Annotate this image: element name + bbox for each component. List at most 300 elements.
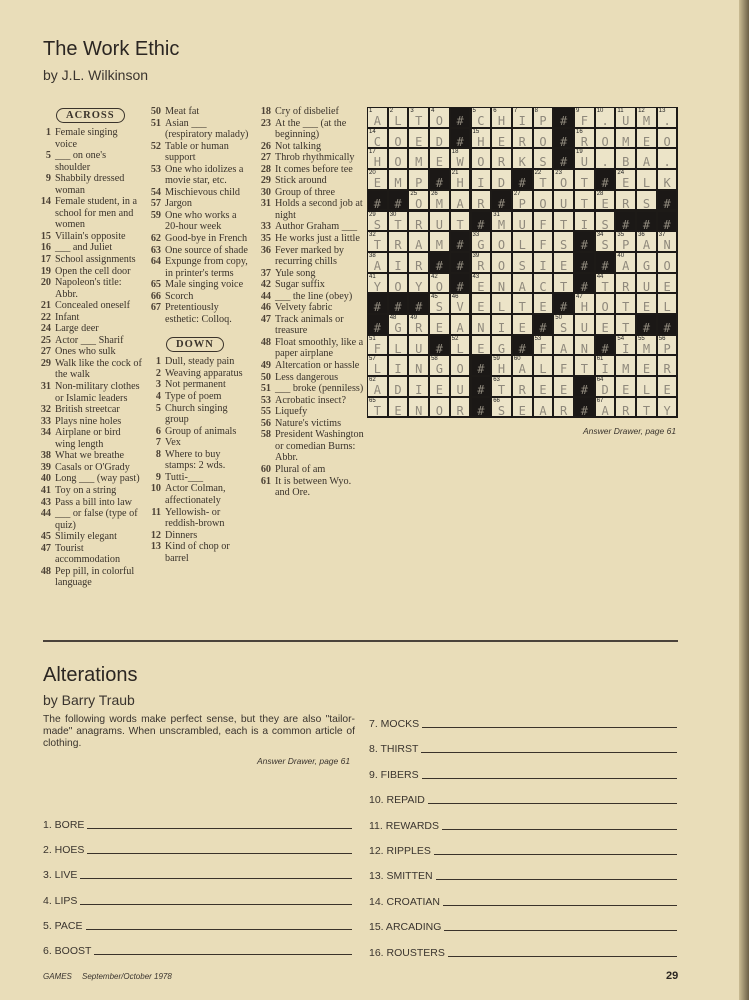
across-clue bbox=[144, 291, 252, 303]
cell-number: 53 bbox=[534, 335, 542, 342]
grid-row-letters: YOYO#ENACT#TRUE bbox=[373, 279, 685, 294]
down-clue bbox=[144, 507, 252, 530]
answer-line[interactable] bbox=[80, 878, 352, 879]
cell-number: 12 bbox=[638, 108, 645, 114]
cell-number: 24 bbox=[617, 170, 625, 177]
cell-number: 16 bbox=[576, 128, 583, 135]
cell-number: 66 bbox=[493, 397, 500, 404]
clue-number: 3 bbox=[155, 379, 161, 391]
clue-text: Toy on a string bbox=[55, 484, 117, 496]
clue-number: 12 bbox=[150, 529, 161, 541]
clue-text: Dull, steady pain bbox=[165, 356, 235, 368]
answer-line[interactable] bbox=[422, 727, 677, 728]
cell-number: 6 bbox=[493, 108, 497, 114]
clue-text: Actor Colman, affectionately bbox=[165, 483, 226, 506]
answer-line[interactable] bbox=[448, 956, 677, 957]
cell-number: 35 bbox=[617, 232, 625, 239]
down-clue bbox=[144, 472, 252, 484]
down-clue bbox=[254, 429, 364, 464]
down-clue bbox=[254, 233, 364, 245]
clue-text: Church singing group bbox=[165, 402, 228, 426]
down-clue bbox=[254, 337, 364, 360]
clue-number: 17 bbox=[40, 254, 51, 266]
down-clue bbox=[254, 164, 364, 176]
clue-text: Concealed oneself bbox=[55, 300, 130, 312]
clue-number: 42 bbox=[260, 279, 271, 291]
cell-number: 50 bbox=[555, 315, 562, 321]
cell-number: 31 bbox=[493, 211, 500, 218]
clue-number: 59 bbox=[150, 209, 161, 221]
clue-number: 48 bbox=[260, 336, 271, 348]
grid-row-letters: ###SVELTE#HOTEL bbox=[373, 300, 685, 315]
clue-number: 10 bbox=[150, 483, 161, 495]
down-clue bbox=[144, 530, 252, 542]
anagram-word: 13. SMITTEN bbox=[369, 870, 433, 883]
clue-number: 45 bbox=[40, 531, 51, 543]
clue-number: 13 bbox=[150, 541, 161, 553]
clue-text: Walk like the cock of the walk bbox=[55, 357, 142, 381]
clue-text: Author Graham ___ bbox=[275, 221, 358, 233]
clue-text: Throb rhythmically bbox=[275, 152, 355, 164]
clue-number: 5 bbox=[155, 402, 161, 414]
clue-text: ___ broke (penniless) bbox=[275, 383, 364, 395]
cell-number: 64 bbox=[596, 377, 604, 384]
across-clue bbox=[34, 127, 142, 150]
cell-number: 34 bbox=[596, 232, 604, 239]
cell-number: 42 bbox=[431, 273, 438, 280]
clue-number: 19 bbox=[40, 265, 51, 277]
clue-text: Long ___ (way past) bbox=[55, 473, 140, 485]
down-clue bbox=[254, 187, 364, 199]
clue-text: ___ the line (obey) bbox=[275, 290, 353, 302]
across-clue bbox=[34, 416, 142, 428]
cell-number: 58 bbox=[431, 356, 438, 363]
cell-number: 61 bbox=[596, 356, 604, 363]
answer-line[interactable] bbox=[444, 930, 677, 931]
down-clue bbox=[254, 314, 364, 337]
anagram-word: 7. MOCKS bbox=[369, 718, 420, 730]
clue-text: Liquefy bbox=[275, 406, 308, 418]
clue-number: 66 bbox=[150, 290, 161, 302]
clue-text: Cry of disbelief bbox=[275, 106, 339, 117]
answer-line[interactable] bbox=[422, 778, 677, 779]
cell-number: 55 bbox=[638, 335, 645, 342]
grid-row-letters: STRUT#MUFTIS### bbox=[373, 217, 685, 232]
clue-text: It is between Wyo. and Ore. bbox=[275, 475, 352, 499]
clue-column-2 bbox=[144, 106, 252, 564]
clue-number: 31 bbox=[40, 381, 51, 393]
clue-text: Infant bbox=[55, 311, 80, 323]
clue-number: 63 bbox=[150, 244, 161, 256]
clue-number: 49 bbox=[260, 360, 271, 372]
cell-number: 27 bbox=[513, 190, 521, 197]
answer-reference: Answer Drawer, page 61 bbox=[583, 426, 677, 436]
down-clue bbox=[254, 175, 364, 187]
clue-text: ___ on one's shoulder bbox=[55, 150, 107, 173]
answer-line[interactable] bbox=[87, 853, 352, 854]
down-clue bbox=[254, 141, 364, 153]
anagram-word: 12. RIPPLES bbox=[369, 845, 431, 857]
cell-number: 65 bbox=[369, 397, 376, 404]
clue-text: Fever marked by recurring chills bbox=[275, 244, 345, 268]
cell-number: 40 bbox=[617, 252, 625, 259]
cell-number: 59 bbox=[493, 356, 500, 363]
cell-number: 47 bbox=[576, 294, 583, 301]
anagram-word: 11. REWARDS bbox=[369, 819, 440, 832]
cell-number: 25 bbox=[410, 190, 418, 197]
clue-text: Expunge from copy, in printer's terms bbox=[165, 256, 248, 279]
clue-text: Less dangerous bbox=[275, 371, 339, 383]
across-clue bbox=[144, 198, 252, 210]
answer-line[interactable] bbox=[434, 854, 677, 855]
clue-text: Table or human support bbox=[165, 140, 229, 164]
down-clue bbox=[254, 360, 364, 372]
clue-text: Nature's victims bbox=[275, 417, 342, 429]
cell-number: 5 bbox=[472, 108, 476, 114]
answer-line[interactable] bbox=[436, 879, 677, 880]
across-clue bbox=[34, 485, 142, 497]
clue-text: Jargon bbox=[165, 198, 192, 210]
puzzle2-intro: The following words make perfect sense, but they are also "tailor-made" anagrams. When unscrambled, each is a common article of clothing. bbox=[43, 714, 355, 749]
clue-number: 65 bbox=[150, 279, 161, 291]
down-clue bbox=[254, 106, 364, 118]
answer-line[interactable] bbox=[421, 752, 677, 753]
across-clue bbox=[144, 210, 252, 233]
anagram-word: 2. HOES bbox=[43, 844, 85, 857]
cell-number: 30 bbox=[389, 211, 397, 218]
clue-text: ___ and Juliet bbox=[55, 242, 113, 254]
down-clue bbox=[144, 541, 252, 564]
clue-text: Mischievous child bbox=[165, 186, 240, 198]
anagram-item bbox=[369, 741, 677, 755]
clue-number: 47 bbox=[260, 313, 271, 325]
cell-number: 20 bbox=[369, 170, 376, 177]
grid-row-letters: COED#HERO#ROMEO bbox=[373, 134, 685, 149]
puzzle2-title: Alterations bbox=[43, 664, 138, 686]
across-clue bbox=[34, 566, 142, 589]
across-clue bbox=[34, 150, 142, 173]
cell-number: 13 bbox=[658, 108, 666, 114]
down-clue bbox=[254, 406, 364, 418]
clue-number: 56 bbox=[260, 417, 271, 429]
cell-number: 1 bbox=[369, 108, 373, 114]
clue-number: 1 bbox=[45, 127, 51, 138]
clue-text: Not permanent bbox=[165, 379, 226, 391]
cell-number: 23 bbox=[555, 170, 562, 177]
down-clue bbox=[254, 395, 364, 407]
anagram-item bbox=[43, 893, 352, 907]
clue-text: Holds a second job at night bbox=[275, 198, 363, 221]
across-clue bbox=[144, 233, 252, 245]
cell-number: 28 bbox=[596, 190, 604, 197]
clue-text: Where to buy stamps: 2 wds. bbox=[165, 448, 226, 472]
down-clue bbox=[144, 437, 252, 449]
answer-line[interactable] bbox=[80, 904, 352, 905]
cell-number: 9 bbox=[576, 108, 580, 114]
across-clue bbox=[34, 196, 142, 231]
puzzle-title: The Work Ethic bbox=[43, 38, 180, 60]
clue-column-3 bbox=[254, 106, 364, 499]
clue-number: 34 bbox=[40, 427, 51, 439]
clue-text: Group of animals bbox=[165, 425, 237, 437]
down-clue bbox=[254, 221, 364, 233]
footer-magazine: GAMES bbox=[43, 972, 72, 981]
anagram-word: 6. BOOST bbox=[43, 945, 92, 957]
cell-number: 57 bbox=[369, 356, 376, 363]
clue-number: 50 bbox=[150, 106, 161, 117]
clue-text: One source of shade bbox=[165, 244, 248, 256]
anagram-item bbox=[369, 945, 677, 959]
clue-text: Group of three bbox=[275, 186, 335, 198]
cell-number: 14 bbox=[369, 128, 376, 135]
cell-number: 60 bbox=[513, 356, 521, 363]
down-clue bbox=[254, 418, 364, 430]
cell-number: 29 bbox=[369, 211, 376, 218]
cell-number: 36 bbox=[638, 232, 645, 239]
across-clue bbox=[144, 245, 252, 257]
across-clue bbox=[144, 279, 252, 291]
clue-text: Asian ___ (respiratory malady) bbox=[165, 117, 249, 141]
cell-number: 54 bbox=[617, 335, 625, 342]
grid-row-letters: ALTO#CHIP#F.UM. bbox=[373, 114, 685, 128]
clue-number: 9 bbox=[45, 173, 51, 185]
clue-number: 30 bbox=[260, 186, 271, 198]
footer-issue: September/October 1978 bbox=[82, 972, 172, 981]
across-clue bbox=[144, 141, 252, 164]
anagram-item bbox=[369, 818, 677, 832]
cell-number: 21 bbox=[451, 170, 459, 177]
cell-number: 17 bbox=[369, 149, 376, 156]
cell-number: 41 bbox=[369, 273, 376, 280]
puzzle-byline: by J.L. Wilkinson bbox=[43, 67, 149, 83]
answer-line[interactable] bbox=[442, 829, 677, 830]
across-clue bbox=[34, 508, 142, 531]
across-clue bbox=[34, 473, 142, 485]
across-clue bbox=[34, 543, 142, 566]
clue-number: 1 bbox=[155, 356, 161, 368]
clue-text: He works just a little bbox=[275, 233, 360, 245]
grid-row-letters: HOMEWORKS#U.BA. bbox=[373, 155, 685, 170]
clue-text: British streetcar bbox=[55, 404, 120, 416]
clue-text: Altercation or hassle bbox=[275, 360, 360, 372]
cell-number: 45 bbox=[431, 294, 438, 301]
clue-text: It comes before tee bbox=[275, 163, 353, 175]
answer-line[interactable] bbox=[86, 929, 353, 930]
anagram-word: 4. LIPS bbox=[43, 894, 78, 907]
cell-number: 33 bbox=[472, 232, 480, 239]
cell-number: 4 bbox=[431, 108, 435, 114]
clue-text: Weaving apparatus bbox=[165, 367, 243, 379]
clue-number: 37 bbox=[260, 267, 271, 279]
answer-line[interactable] bbox=[443, 905, 677, 906]
clue-text: Stick around bbox=[275, 175, 327, 187]
cell-number: 15 bbox=[472, 128, 480, 135]
across-clue bbox=[34, 531, 142, 543]
clue-number: 9 bbox=[155, 471, 161, 483]
clue-number: 22 bbox=[40, 311, 51, 323]
cell-number: 7 bbox=[513, 108, 518, 114]
cell-number: 43 bbox=[472, 273, 480, 280]
clue-text: Airplane or bird wing length bbox=[55, 427, 121, 450]
cell-number: 63 bbox=[493, 377, 500, 384]
grid-row-letters: ##OMAR#POUTERS# bbox=[373, 196, 685, 211]
clue-number: 40 bbox=[40, 473, 51, 485]
across-clue bbox=[144, 106, 252, 118]
clue-text: Slimily elegant bbox=[55, 531, 117, 543]
clue-number: 33 bbox=[40, 415, 51, 427]
grid-row-letters: ADIEU#TREE#DELE bbox=[373, 383, 685, 398]
across-clue bbox=[34, 242, 142, 254]
anagram-item bbox=[369, 919, 677, 933]
clue-number: 8 bbox=[155, 448, 161, 460]
clue-text: Casals or O'Grady bbox=[55, 461, 130, 473]
clue-text: School assignments bbox=[55, 254, 136, 266]
clue-text: Yule song bbox=[275, 267, 316, 279]
clue-text: Plural of am bbox=[275, 463, 326, 475]
answer-line[interactable] bbox=[87, 828, 352, 829]
clue-number: 25 bbox=[40, 334, 51, 346]
answer-line[interactable] bbox=[94, 954, 352, 955]
down-clue bbox=[254, 464, 364, 476]
clue-number: 16 bbox=[40, 242, 51, 254]
across-clue bbox=[144, 187, 252, 199]
anagram-item bbox=[369, 767, 677, 781]
clue-number: 47 bbox=[40, 542, 51, 554]
cell-number: 51 bbox=[369, 335, 376, 342]
down-clue bbox=[144, 391, 252, 403]
across-clue bbox=[34, 277, 142, 300]
anagram-item bbox=[369, 716, 677, 730]
clue-number: 38 bbox=[40, 450, 51, 462]
clue-number: 44 bbox=[260, 290, 271, 302]
cell-number: 46 bbox=[451, 294, 459, 301]
clue-number: 52 bbox=[150, 140, 161, 152]
clue-number: 41 bbox=[40, 484, 51, 496]
anagram-item bbox=[43, 817, 352, 831]
cell-number: 48 bbox=[389, 315, 397, 321]
cell-number: 32 bbox=[369, 232, 376, 239]
across-clue bbox=[34, 427, 142, 450]
clue-text: Kind of chop or barrel bbox=[165, 541, 230, 564]
across-clue bbox=[34, 231, 142, 243]
clue-number: 23 bbox=[260, 117, 271, 129]
grid-row-letters: #GREANIE#SUET## bbox=[373, 321, 685, 335]
clue-text: Tutti-___ bbox=[165, 471, 204, 483]
clue-text: Pretentiously esthetic: Colloq. bbox=[165, 302, 232, 325]
cell-number: 3 bbox=[410, 108, 414, 114]
across-clue bbox=[144, 118, 252, 141]
clue-text: Tourist accommodation bbox=[55, 542, 121, 566]
answer-line[interactable] bbox=[428, 803, 677, 804]
cell-number: 10 bbox=[596, 108, 604, 114]
clue-number: 15 bbox=[40, 230, 51, 242]
cell-number: 37 bbox=[658, 232, 666, 239]
clue-text: Actor ___ Sharif bbox=[55, 334, 124, 346]
cell-number: 2 bbox=[389, 108, 394, 114]
across-clue bbox=[34, 173, 142, 196]
clue-text: ___ or false (type of quiz) bbox=[55, 508, 138, 531]
down-header: DOWN bbox=[166, 337, 224, 352]
down-clue bbox=[254, 476, 364, 499]
anagram-word: 15. ARCADING bbox=[369, 921, 442, 934]
anagram-item bbox=[43, 842, 352, 856]
cell-number: 62 bbox=[369, 377, 376, 384]
cell-number: 56 bbox=[658, 335, 666, 342]
down-clue bbox=[144, 368, 252, 380]
clue-number: 54 bbox=[150, 186, 161, 198]
cell-number: 39 bbox=[472, 252, 480, 259]
clue-number: 44 bbox=[40, 508, 51, 520]
across-clue bbox=[34, 450, 142, 462]
clue-number: 26 bbox=[260, 140, 271, 152]
clue-text: Track animals or treasure bbox=[275, 313, 344, 337]
clue-number: 24 bbox=[40, 323, 51, 335]
down-clue bbox=[254, 268, 364, 280]
clue-number: 27 bbox=[260, 152, 271, 164]
down-clue bbox=[144, 379, 252, 391]
grid-row-letters: TRAM#GOLFS#SPAN bbox=[373, 238, 685, 253]
clue-text: Yellowish- or reddish-brown bbox=[165, 506, 225, 530]
clue-text: Villain's opposite bbox=[55, 230, 126, 242]
anagram-item bbox=[369, 894, 677, 908]
down-clue bbox=[254, 383, 364, 395]
clue-number: 46 bbox=[260, 302, 271, 314]
down-clue bbox=[144, 403, 252, 426]
down-clue bbox=[254, 302, 364, 314]
down-clue bbox=[144, 483, 252, 506]
clue-number: 2 bbox=[155, 367, 161, 379]
clue-text: Non-military clothes or Islamic leaders bbox=[55, 381, 140, 404]
anagram-item bbox=[43, 943, 352, 957]
across-clue bbox=[34, 497, 142, 509]
anagram-item bbox=[369, 792, 677, 806]
cell-number: 8 bbox=[534, 108, 538, 114]
clue-text: Pass a bill into law bbox=[55, 496, 132, 508]
clue-text: Pep pill, in colorful language bbox=[55, 565, 135, 589]
anagram-word: 5. PACE bbox=[43, 919, 83, 932]
clue-column-1 bbox=[34, 106, 142, 589]
clue-number: 11 bbox=[151, 506, 161, 518]
cell-number: 44 bbox=[596, 273, 604, 280]
clue-text: Float smoothly, like a paper airplane bbox=[275, 336, 364, 360]
page-number: 29 bbox=[666, 970, 679, 982]
clue-text: Female student, in a school for men and women bbox=[55, 196, 138, 231]
clue-number: 5 bbox=[45, 150, 51, 162]
clue-number: 64 bbox=[150, 256, 161, 268]
cell-number: 18 bbox=[451, 149, 459, 156]
clue-number: 4 bbox=[155, 391, 161, 403]
clue-number: 57 bbox=[150, 198, 161, 210]
clue-number: 48 bbox=[40, 565, 51, 577]
down-clue bbox=[144, 356, 252, 368]
anagram-item bbox=[369, 843, 677, 857]
cell-number: 11 bbox=[617, 108, 624, 114]
clue-text: Acrobatic insect? bbox=[275, 394, 346, 406]
clue-number: 39 bbox=[40, 461, 51, 473]
clue-text: Good-bye in French bbox=[165, 233, 248, 245]
across-clue bbox=[34, 462, 142, 474]
section-divider bbox=[43, 640, 678, 642]
puzzle2-byline: by Barry Traub bbox=[43, 692, 135, 708]
clue-number: 36 bbox=[260, 244, 271, 256]
across-clue bbox=[34, 254, 142, 266]
cell-number: 67 bbox=[596, 397, 604, 404]
clue-text: Type of poem bbox=[165, 391, 222, 403]
clue-text: One who idolizes a movie star, etc. bbox=[165, 163, 244, 187]
clue-number: 28 bbox=[260, 163, 271, 175]
anagram-item bbox=[43, 867, 352, 881]
down-clue bbox=[254, 198, 364, 221]
